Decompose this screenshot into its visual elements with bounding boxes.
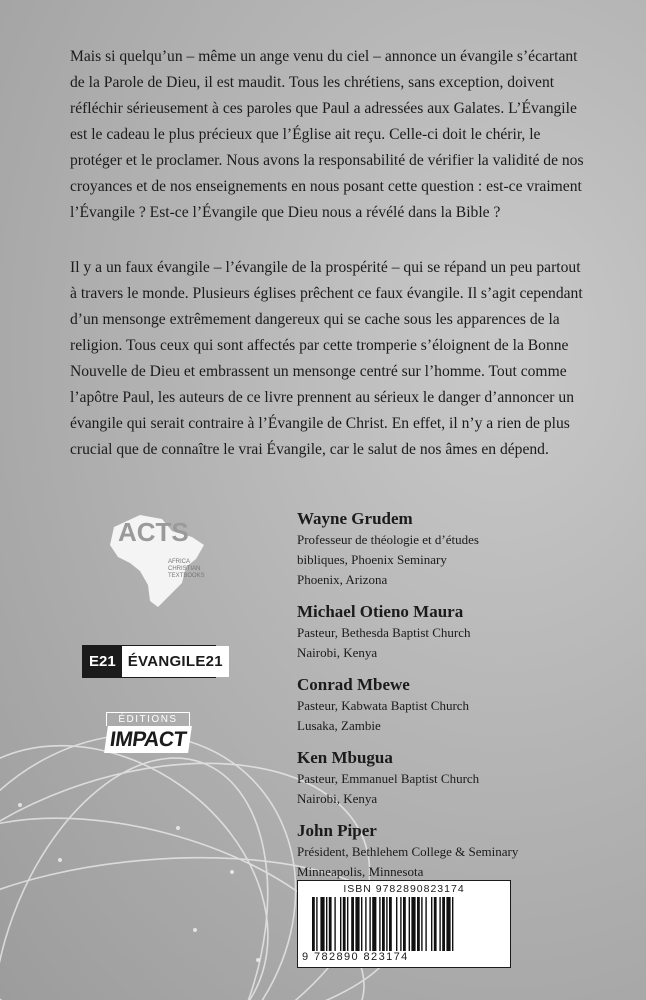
author-title: Professeur de théologie et d’études xyxy=(297,532,479,547)
barcode-bar xyxy=(361,897,362,951)
acts-wordmark: ACTS xyxy=(118,517,189,547)
barcode-bar xyxy=(343,897,346,951)
editions-impact-logo xyxy=(106,712,190,753)
barcode-bar xyxy=(442,897,445,951)
blurb-paragraph-2: Il y a un faux évangile – l’évangile de la prospérité – qui se répand un peu partout à travers le monde. Plusieurs églises prêchent ce faux évangile. Il s’agit cependant d’un mensonge extrêmement dangereux qui se cache sous les apparences de la religion. Tous ceux qui sont affectés par cette tromperie s’éloignent de la Bonne Nouvelle de Dieu et embrassent un mensonge centré sur l’homme. Tout comme l’apôtre Paul, les auteurs de ce livre prennent au sérieux le danger d’annoncer un évangile qui serait contraire à l’Évangile de Christ. En effet, il n’y a rien de plus crucial que de connaître le vrai Évangile, car le salut de nos âmes en dépend. xyxy=(70,259,583,458)
barcode-bar xyxy=(382,897,385,951)
barcode-bar xyxy=(434,897,437,951)
author-title: bibliques, Phoenix Seminary xyxy=(297,552,447,567)
barcode-bar xyxy=(379,897,380,951)
barcode-bar xyxy=(439,897,440,951)
evangile21-wordmark: ÉVANGILE21 xyxy=(122,646,229,677)
barcode-bar xyxy=(320,897,324,951)
barcode-bar xyxy=(446,897,450,951)
author-location: Phoenix, Arizona xyxy=(297,572,388,587)
acts-logo xyxy=(100,505,218,610)
author-location: Lusaka, Zambie xyxy=(297,718,381,733)
blurb-paragraph-1: Mais si quelqu’un – même un ange venu du ciel – annonce un évangile s’écartant de la Parole de Dieu, il est maudit. Tous les chrétiens, sans exception, doivent réfléchir sérieusement à ces paroles que Paul a adressées aux Galates. L’Évangile est le cadeau le plus précieux que l’Église ait reçu. Celle-ci doit le chérir, le protéger et le proclamer. Nous avons la responsabilité de vérifier la validité de nos croyances et de nos enseignements en nous posant cette question : est-ce vraiment l’Évangile ? Est-ce l’Évangile que Dieu nous a révélé dans la Bible ? xyxy=(70,48,584,221)
barcode-digits: 9 782890 823174 xyxy=(302,951,409,963)
author-name: Wayne Grudem xyxy=(297,509,413,528)
author-location: Minneapolis, Minnesota xyxy=(297,864,424,879)
barcode-bar xyxy=(403,897,406,951)
barcode-bar xyxy=(365,897,366,951)
barcode-bar xyxy=(329,897,332,951)
e21-mark: E21 xyxy=(83,646,122,677)
barcode-bar xyxy=(351,897,354,951)
evangile21-logo xyxy=(82,645,223,678)
barcode-bar xyxy=(421,897,422,951)
impact-wordmark: IMPACT xyxy=(104,726,192,753)
author-name: Michael Otieno Maura xyxy=(297,602,464,621)
barcode-bar xyxy=(347,897,348,951)
author-title: Pasteur, Kabwata Baptist Church xyxy=(297,698,470,713)
author-name: John Piper xyxy=(297,821,377,840)
barcode-bar xyxy=(417,897,420,951)
barcode-bar xyxy=(355,897,359,951)
barcode-bar xyxy=(334,897,335,951)
isbn-barcode xyxy=(297,880,511,968)
barcode-bars xyxy=(312,897,500,951)
acts-tagline-2: CHRISTIAN xyxy=(168,566,201,572)
author-entry xyxy=(297,508,617,590)
barcode-bar xyxy=(372,897,376,951)
author-name: Conrad Mbewe xyxy=(297,675,410,694)
author-name: Ken Mbugua xyxy=(297,748,393,767)
barcode-bar xyxy=(400,897,401,951)
barcode-bar xyxy=(452,897,453,951)
impact-editions-label: ÉDITIONS xyxy=(106,712,190,726)
barcode-bar xyxy=(386,897,387,951)
barcode-bar xyxy=(411,897,415,951)
author-title: Pasteur, Emmanuel Baptist Church xyxy=(297,771,480,786)
author-entry xyxy=(297,820,617,882)
barcode-bar xyxy=(389,897,392,951)
author-list xyxy=(297,508,617,893)
barcode-bar xyxy=(312,897,315,951)
author-location: Nairobi, Kenya xyxy=(297,791,378,806)
barcode-bar xyxy=(396,897,397,951)
acts-tagline-1: AFRICA xyxy=(168,559,191,565)
barcode-bar xyxy=(431,897,432,951)
author-entry xyxy=(297,747,617,809)
barcode-bar xyxy=(409,897,410,951)
barcode-bar xyxy=(316,897,317,951)
acts-tagline-3: TEXTBOOKS xyxy=(168,573,205,579)
barcode-bar xyxy=(425,897,426,951)
author-entry xyxy=(297,674,617,736)
isbn-label: ISBN 9782890823174 xyxy=(343,883,465,895)
barcode-bar xyxy=(369,897,370,951)
barcode-bar xyxy=(340,897,341,951)
author-entry xyxy=(297,601,617,663)
author-location: Nairobi, Kenya xyxy=(297,645,378,660)
barcode-bar xyxy=(326,897,327,951)
author-title: Pasteur, Bethesda Baptist Church xyxy=(297,625,471,640)
author-title: Président, Bethlehem College & Seminary xyxy=(297,844,519,859)
